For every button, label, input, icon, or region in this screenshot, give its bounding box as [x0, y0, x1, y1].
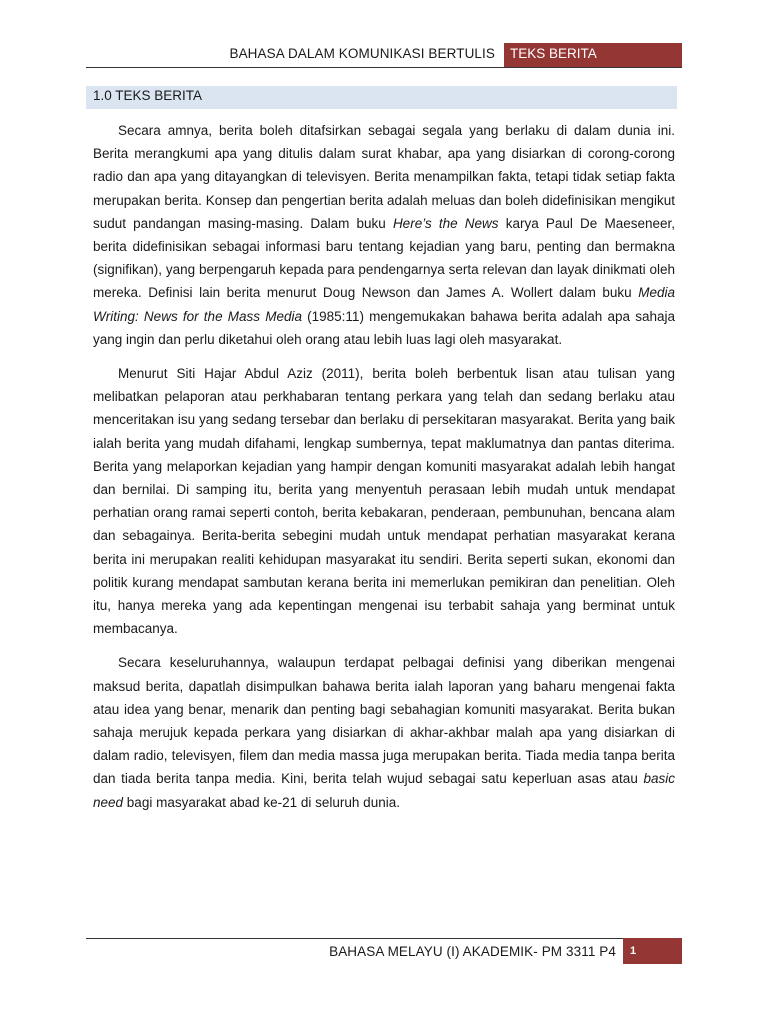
header-title: BAHASA DALAM KOMUNIKASI BERTULIS: [229, 46, 495, 61]
header-tag: TEKS BERITA: [504, 43, 682, 68]
section-heading-bar: [86, 86, 677, 109]
paragraph-2: Menurut Siti Hajar Abdul Aziz (2011), berita boleh berbentuk lisan atau tulisan yang melibatkan pelaporan atau perkhabaran tentang perkara yang telah dan sedang berlaku atau menceritakan isu yang sedang tersebar dan berlaku di persekitaran masyarakat. Berita yang baik ialah berita yang mudah difahami, lengkap sumbernya, tepat maklumatnya dan pantas diterima. Berita yang melaporkan kejadian yang hampir dengan komuniti masyarakat adalah lebih hangat dan bernilai. Di samping itu, berita yang menyentuh perasaan lebih mudah untuk mendapat perhatian orang ramai seperti contoh, berita kebakaran, penderaan, pembunuhan, bencana alam dan sebagainya. Berita-berita sebegini mudah untuk mendapat perhatian masyarakat kerana berita ini merupakan realiti kehidupan masyarakat itu sendiri. Berita seperti sukan, ekonomi dan politik kurang mendapat sambutan kerana berita ini memerlukan pemikiran dan penelitian. Oleh itu, hanya mereka yang ada kepentingan mengenai isu terbabit sahaja yang berminat untuk membacanya.: [93, 366, 675, 637]
paragraph-3: [93, 651, 675, 813]
paragraph-1: [93, 119, 675, 351]
section-title: 1.0 TEKS BERITA: [93, 88, 203, 103]
book-title-heres-the-news: Here’s the News: [392, 215, 499, 231]
body-text: [93, 119, 675, 825]
paragraph-1-text-c: (1985:11) mengemukakan bahawa berita adalah apa sahaja yang ingin dan perlu diketahui oleh orang atau lebih luas lagi oleh masyarakat.: [93, 308, 675, 347]
book-title-media-writing: Media Writing: News for the Mass Media: [93, 285, 675, 324]
paragraph-3-text-a: Secara keseluruhannya, walaupun terdapat pelbagai definisi yang diberikan mengenai maksud berita, dapatlah disimpulkan bahawa berita ialah laporan yang baharu mengenai fakta atau idea yang benar, menarik dan penting bagi sebahagian komuniti masyarakat. Berita bukan sahaja merujuk kepada perkara yang disiarkan di akhar-akhbar malah apa yang disiarkan di dalam radio, televisyen, filem dan media massa juga merupakan berita. Tiada media tanpa berita dan tiada berita tanpa media. Kini, berita telah wujud sebagai satu keperluan asas atau: [93, 655, 675, 787]
paragraph-1-text-a: Secara amnya, berita boleh ditafsirkan sebagai segala yang berlaku di dalam dunia ini. Berita merangkumi apa yang ditulis dalam surat khabar, apa yang disiarkan di corong-corong radio dan apa yang ditayangkan di televisyen. Berita menampilkan fakta, tetapi tidak setiap fakta merupakan berita. Konsep dan pengertian berita adalah meluas dan boleh didefinisikan mengikut sudut pandangan masing-masing. Dalam buku: [93, 123, 675, 231]
footer-divider: [86, 938, 682, 939]
header-divider: [86, 67, 682, 68]
footer-title: BAHASA MELAYU (I) AKADEMIK- PM 3311 P4: [329, 944, 616, 959]
paragraph-3-text-b: bagi masyarakat abad ke-21 di seluruh dunia.: [123, 794, 400, 810]
page-footer: [86, 938, 682, 964]
page-number: 1: [623, 938, 682, 964]
page-header: [86, 43, 682, 68]
paragraph-1-text-b: karya Paul De Maeseneer, berita didefinisikan sebagai informasi baru tentang kejadian yang baru, penting dan bermakna (signifikan), yang berpengaruh kepada para pendengarnya serta relevan dan layak dinikmati oleh mereka. Definisi lain berita menurut Doug Newson dan James A. Wollert dalam buku: [93, 215, 675, 301]
term-basic-need: basic need: [93, 771, 675, 810]
